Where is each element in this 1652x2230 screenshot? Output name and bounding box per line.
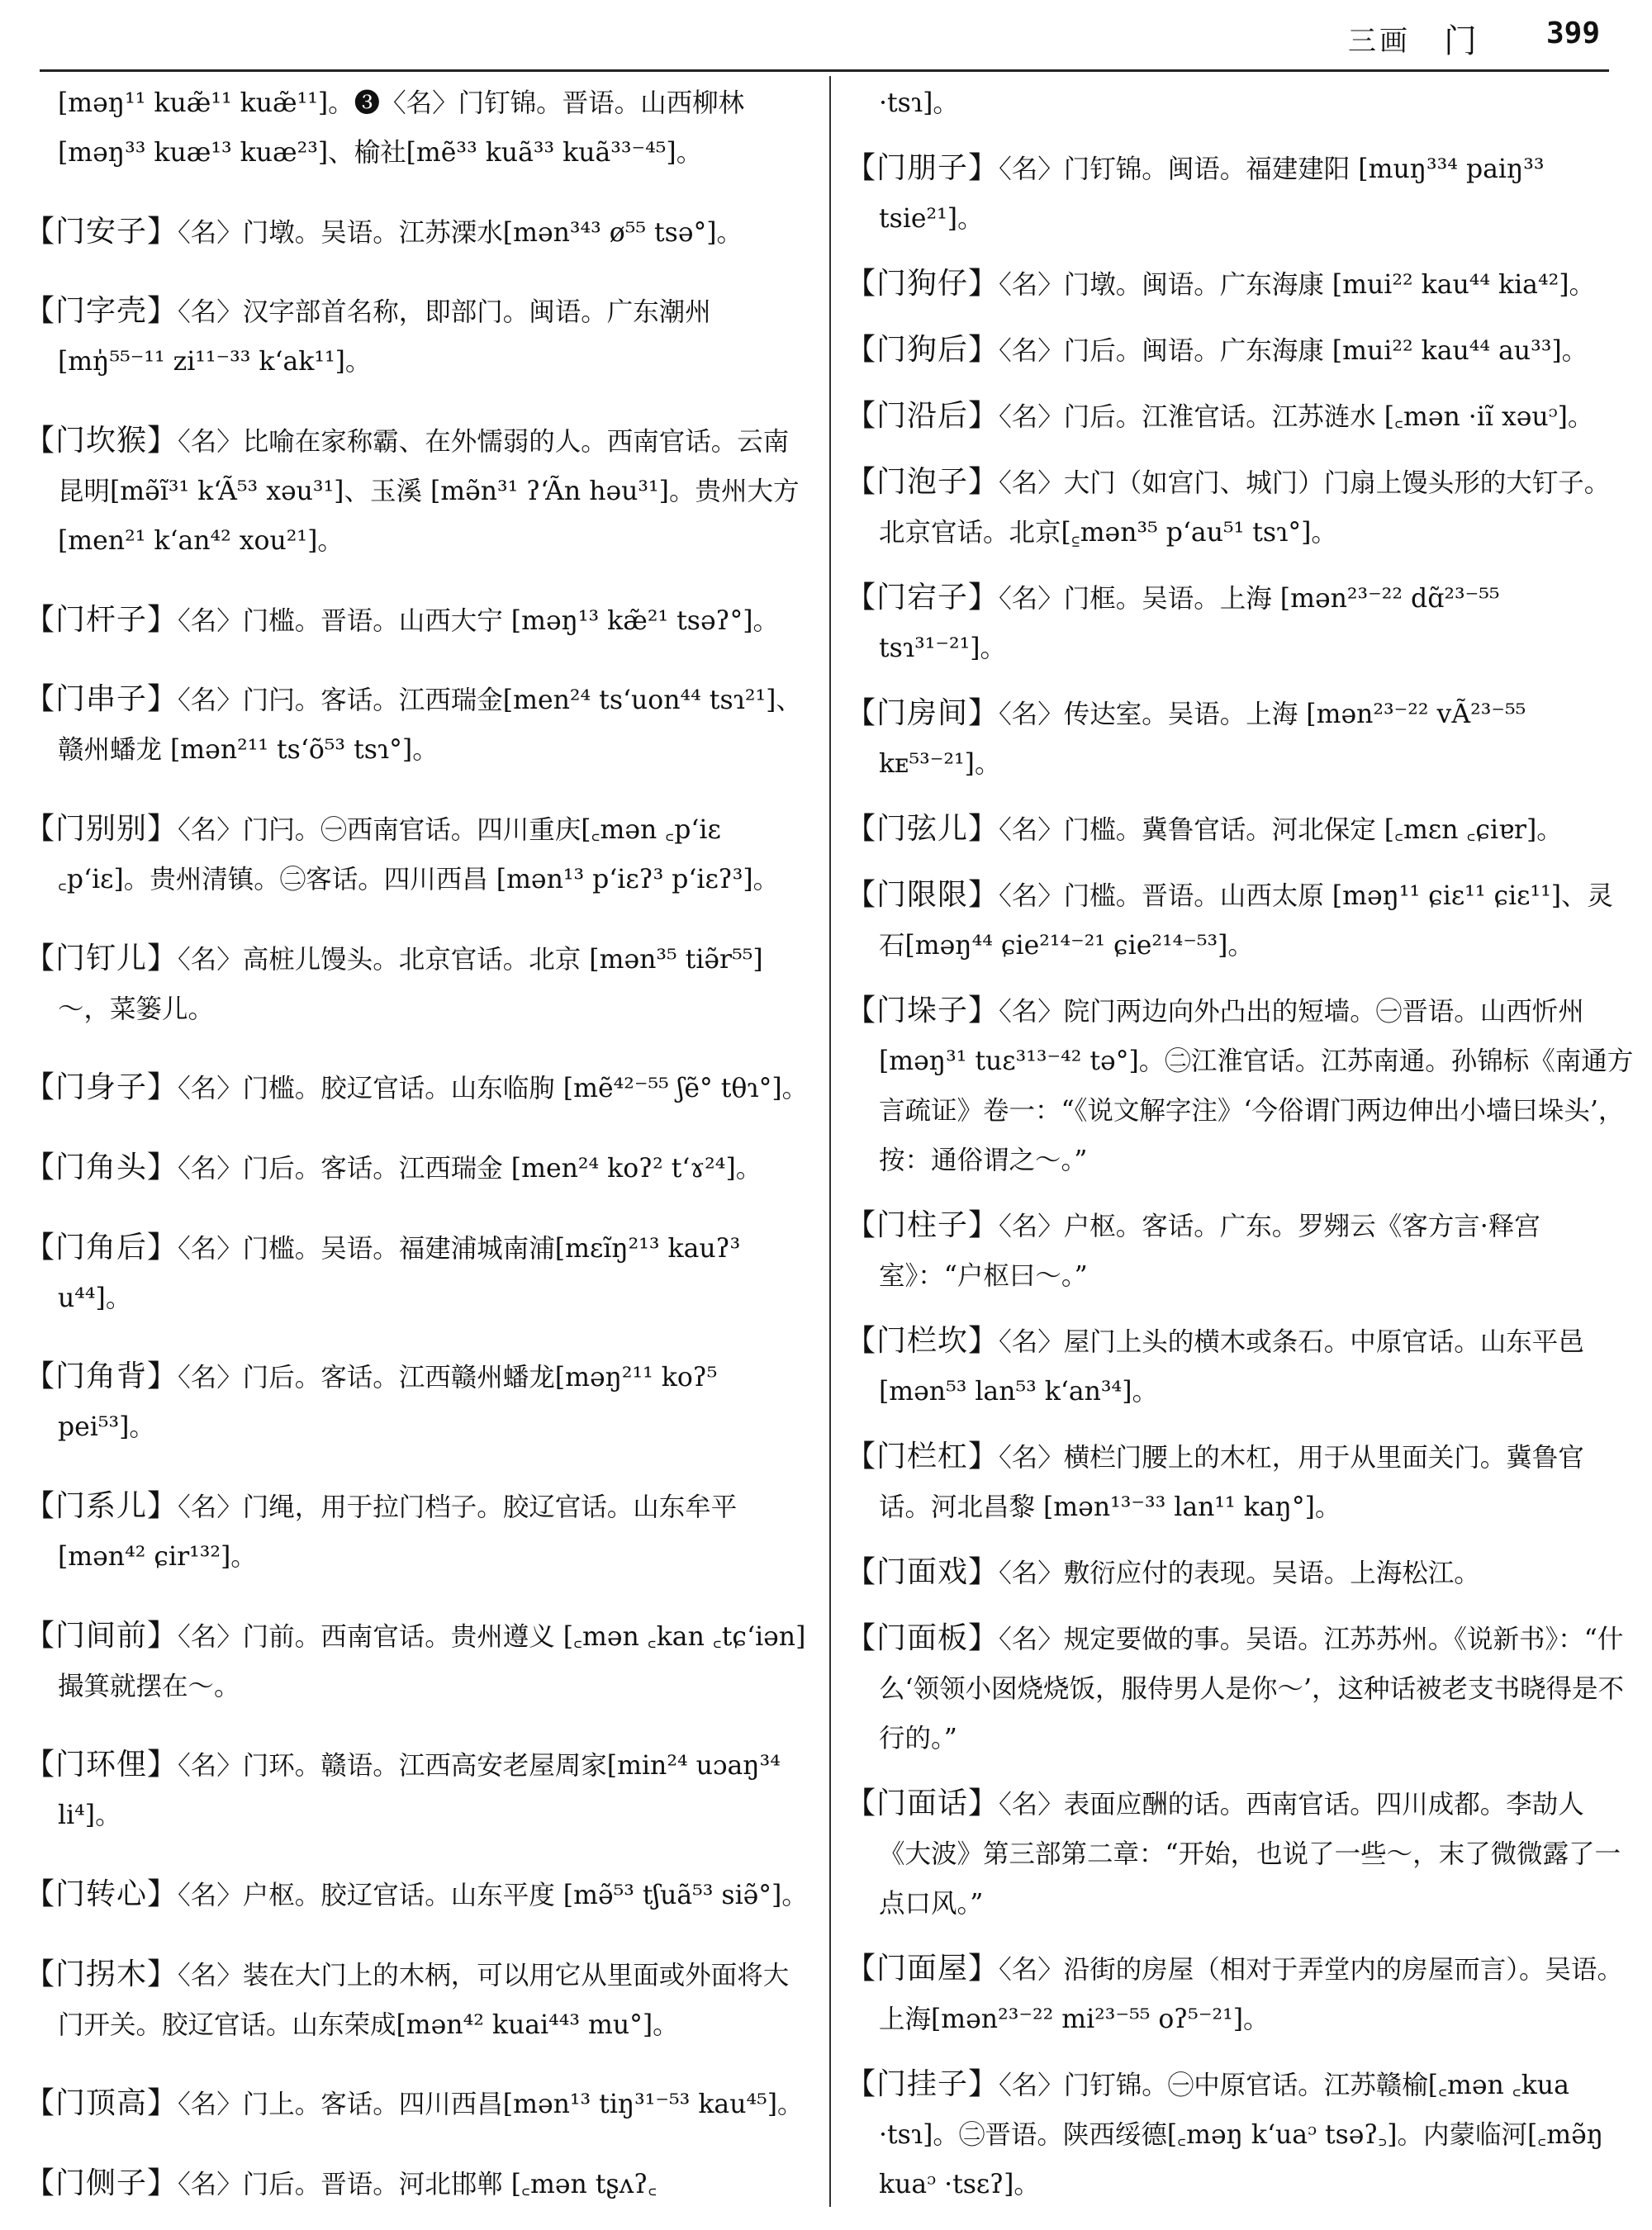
entry-text: 〈名〉门钉锦。㊀中原官话。江苏赣榆[꜀mən ꜀kua ·tsɿ]。㊁晋语。陕西绥德[꜀məŋ kʻuaᵓ tsəʔ꜆]。内蒙临河[꜀mə̃ŋ kuaᵓ ·tsɛʔ]。 <box>879 2071 1604 2199</box>
entry-text: 〈名〉比喻在家称霸、在外懦弱的人。西南官话。云南昆明[mə̃ĩ³¹ kʻÃ⁵³ xəu³¹]、玉溪 [mə̃n³¹ ʔʻÃn həu³¹]。贵州大方[men²¹ kʻan⁴² xou²¹]。 <box>58 426 800 556</box>
entry-text: 〈名〉门环。赣语。江西高安老屋周家[min²⁴ uɔaŋ³⁴ li⁴]。 <box>58 1751 781 1831</box>
entry-headword: 【 门侧子 】 <box>25 2166 178 2200</box>
entry-headword: 【 门系儿 】 <box>25 1489 178 1523</box>
entry-headword: 【 门拐木 】 <box>25 1957 178 1991</box>
section-label: 三画 <box>1348 25 1411 58</box>
entry-text: [məŋ¹¹ kuæ̃¹¹ kuæ̃¹¹]。❸〈名〉门钉锦。晋语。山西柳林[məŋ³³ kuæ¹³ kuæ²³]、榆社[mẽ³³ kuã³³ kuã³³⁻⁴⁵]。 <box>58 88 745 168</box>
entry-text: 〈名〉门框。吴语。上海 [mən²³⁻²² dɑ̃²³⁻⁵⁵ tsɿ³¹⁻²¹]。 <box>879 584 1500 663</box>
entry-text: 〈名〉敷衍应付的表现。吴语。上海松江。 <box>999 1559 1480 1588</box>
dictionary-entry <box>25 78 814 178</box>
dictionary-entry <box>25 595 814 646</box>
entry-text: 〈名〉户枢。胶辽官话。山东平度 [mə̃⁵³ tʃuã⁵³ siə̃°]。 <box>178 1880 808 1910</box>
entry-text: 〈名〉门墩。吴语。江苏溧水[mən³⁴³ ø⁵⁵ tsə°]。 <box>178 217 743 248</box>
entry-text: 〈名〉沿街的房屋（相对于弄堂内的房屋而言）。吴语。上海[mən²³⁻²² mi²³⁻⁵⁵ oʔ⁵⁻²¹]。 <box>879 1955 1624 2034</box>
entry-headword: 【 门角头 】 <box>25 1151 178 1184</box>
index-character: 门 <box>1444 22 1477 60</box>
entry-headword: 【 门串子 】 <box>25 682 178 716</box>
entry-headword: 【 门狗仔 】 <box>846 267 999 301</box>
entry-headword: 【 门面板 】 <box>846 1621 999 1655</box>
entry-headword: 【 门环俚 】 <box>25 1748 178 1782</box>
dictionary-entry <box>846 458 1635 558</box>
entry-headword: 【 门杆子 】 <box>25 603 178 637</box>
dictionary-entry <box>25 2079 814 2129</box>
entry-headword: 【 门别别 】 <box>25 812 178 846</box>
dictionary-entry <box>846 689 1635 789</box>
dictionary-entry <box>846 1944 1635 2044</box>
entry-headword: 【 门间前 】 <box>25 1619 178 1653</box>
entry-headword: 【 门沿后 】 <box>846 399 999 433</box>
dictionary-entry <box>25 416 814 566</box>
entry-headword: 【 门钉儿 】 <box>25 942 178 975</box>
entry-text: 〈名〉门槛。胶辽官话。山东临朐 [mẽ⁴²⁻⁵⁵ ʃẽ° tθɿ°]。 <box>178 1074 809 1104</box>
dictionary-entry <box>25 1870 814 1920</box>
entry-text: 〈名〉门上。客话。四川西昌[mən¹³ tiŋ³¹⁻⁵³ kau⁴⁵]。 <box>178 2090 804 2120</box>
entry-headword: 【 门房间 】 <box>846 696 999 730</box>
entry-headword: 【 门面话 】 <box>846 1786 999 1820</box>
entry-headword: 【 门面戏 】 <box>846 1555 999 1589</box>
entry-text: 〈名〉门槛。吴语。福建浦城南浦[mɛĩŋ²¹³ kauʔ³ u⁴⁴]。 <box>58 1233 741 1313</box>
page-header <box>0 0 1652 68</box>
page-number: 399 <box>1546 17 1601 50</box>
entry-text: 〈名〉门钉锦。闽语。福建建阳 [muŋ³³⁴ paiŋ³³ tsie²¹]。 <box>879 154 1545 234</box>
entry-headword: 【 门字壳 】 <box>25 294 178 328</box>
dictionary-entry <box>25 1740 814 1840</box>
dictionary-entry <box>846 325 1635 376</box>
entry-text: 〈名〉户枢。客话。广东。罗翙云《客方言·释宫室》：“户枢曰～。” <box>879 1212 1540 1291</box>
dictionary-entry <box>846 2060 1635 2209</box>
dictionary-entry <box>25 675 814 775</box>
entry-headword: 【 门面屋 】 <box>846 1952 999 1986</box>
entry-headword: 【 门柱子 】 <box>846 1208 999 1242</box>
entry-text: 〈名〉门闩。㊀西南官话。四川重庆[꜀mən ꜀pʻiɛ ꜀pʻiɛ]。贵州清镇。㊁客话。四川西昌 [mən¹³ pʻiɛʔ³ pʻiɛʔ³]。 <box>58 814 780 894</box>
entry-headword: 【 门宕子 】 <box>846 581 999 614</box>
entry-headword: 【 门角背 】 <box>25 1359 178 1393</box>
entry-text: 〈名〉屋门上头的横木或条石。中原官话。山东平邑 [mən⁵³ lan⁵³ kʻan³⁴]。 <box>879 1327 1584 1407</box>
dictionary-entry <box>846 1432 1635 1532</box>
entry-headword: 【 门狗后 】 <box>846 333 999 367</box>
dictionary-entry <box>846 1614 1635 1763</box>
entry-headword: 【 门泡子 】 <box>846 465 999 499</box>
entry-text: 〈名〉门后。客话。江西瑞金 [men²⁴ koʔ² tʻɤ²⁴]。 <box>178 1153 762 1184</box>
entry-headword: 【 门身子 】 <box>25 1070 178 1104</box>
entry-headword: 【 门转心 】 <box>25 1877 178 1911</box>
entry-text: 〈名〉门绳，用于拉门档子。胶辽官话。山东牟平 [mən⁴² ɕir¹³²]。 <box>58 1492 738 1572</box>
entry-text: 〈名〉高桩儿馒头。北京官话。北京 [mən³⁵ tiə̃r⁵⁵]～，菜篓儿。 <box>58 944 763 1024</box>
entry-text: 〈名〉门墩。闽语。广东海康 [mui²² kau⁴⁴ kia⁴²]。 <box>999 270 1596 300</box>
entry-text: 〈名〉装在大门上的木柄，可以用它从里面或外面将大门开关。胶辽官话。山东荣成[mən⁴² kuai⁴⁴³ mu°]。 <box>58 1960 790 2040</box>
dictionary-entry <box>25 1950 814 2050</box>
entry-headword: 【 门栏坎 】 <box>846 1324 999 1358</box>
dictionary-entry <box>25 1611 814 1711</box>
entry-headword: 【 门角后 】 <box>25 1231 178 1264</box>
dictionary-entry <box>846 573 1635 673</box>
entry-text: 〈名〉横栏门腰上的木杠，用于从里面关门。冀鲁官话。河北昌黎 [mən¹³⁻³³ lan¹¹ kaŋ°]。 <box>879 1443 1584 1522</box>
entry-text: 〈名〉门槛。冀鲁官话。河北保定 [꜀mɛn ꜀ɕiɐr]。 <box>999 815 1563 845</box>
dictionary-entry <box>25 207 814 258</box>
entry-headword: 【 门顶高 】 <box>25 2086 178 2120</box>
dictionary-entry <box>846 1317 1635 1416</box>
entry-headword: 【 门弦儿 】 <box>846 812 999 846</box>
dictionary-entry <box>25 934 814 1034</box>
dictionary-entry <box>25 1352 814 1452</box>
dictionary-entry <box>846 78 1635 128</box>
entry-headword: 【 门朋子 】 <box>846 151 999 185</box>
entry-text: 〈名〉汉字部首名称，即部门。闽语。广东潮州[mŋ̍⁵⁵⁻¹¹ zi¹¹⁻³³ kʻak¹¹]。 <box>58 297 711 377</box>
entry-text: 〈名〉传达室。吴语。上海 [mən²³⁻²² vÃ²³⁻⁵⁵ kᴇ⁵³⁻²¹]。 <box>879 700 1526 779</box>
entry-text: 〈名〉门槛。晋语。山西太原 [məŋ¹¹ ɕiɛ¹¹ ɕiɛ¹¹]、灵石[məŋ⁴⁴ ɕie²¹⁴⁻²¹ ɕie²¹⁴⁻⁵³]。 <box>879 881 1614 961</box>
dictionary-entry <box>846 1779 1635 1929</box>
entry-text: 〈名〉门闩。客话。江西瑞金[men²⁴ tsʻuon⁴⁴ tsɿ²¹]、赣州蟠龙 [mən²¹¹ tsʻõ⁵³ tsɿ°]。 <box>58 686 802 766</box>
dictionary-entry <box>846 144 1635 244</box>
dictionary-entry <box>846 259 1635 310</box>
entry-headword: 【 门限限 】 <box>846 878 999 912</box>
right-column <box>846 78 1635 2209</box>
dictionary-entry <box>25 804 814 904</box>
header-rule <box>40 69 1609 72</box>
entry-headword: 【 门挂子 】 <box>846 2067 999 2101</box>
entry-text: 〈名〉规定要做的事。吴语。江苏苏州。《说新书》：“什么‘领领小囡烧烧饭，服侍男人是你～’，这种话被老支书晓得是不行的。” <box>879 1625 1625 1753</box>
dictionary-entry <box>25 2159 814 2209</box>
left-column <box>25 78 814 2209</box>
dictionary-entry <box>846 391 1635 442</box>
entry-text: 〈名〉门后。江淮官话。江苏涟水 [꜀mən ·iĩ xəuᵓ]。 <box>999 402 1594 432</box>
dictionary-entry <box>846 986 1635 1185</box>
entry-headword: 【 门坎猴 】 <box>25 424 178 458</box>
dictionary-entry <box>25 287 814 387</box>
dictionary-entry <box>846 1201 1635 1301</box>
entry-text: 〈名〉门后。客话。江西赣州蟠龙[məŋ²¹¹ koʔ⁵ pei⁵³]。 <box>58 1363 718 1443</box>
dictionary-entry <box>846 1548 1635 1598</box>
dictionary-entry <box>25 1063 814 1113</box>
entry-text: ·tsɿ]。 <box>879 88 959 118</box>
entry-text: 〈名〉门后。闽语。广东海康 [mui²² kau⁴⁴ au³³]。 <box>999 336 1588 366</box>
entry-text: 〈名〉表面应酬的话。西南官话。四川成都。李劼人《大波》第三部第二章：“开始，也说了一些～，末了微微露了一点口风。” <box>879 1790 1621 1919</box>
entry-text: 〈名〉门槛。晋语。山西大宁 [məŋ¹³ kæ̃²¹ tsəʔ°]。 <box>178 605 780 636</box>
dictionary-entry <box>846 804 1635 855</box>
dictionary-entry <box>846 871 1635 970</box>
entry-headword: 【 门垛子 】 <box>846 994 999 1027</box>
column-divider <box>829 76 831 2207</box>
entry-headword: 【 门安子 】 <box>25 215 178 249</box>
entry-text: 〈名〉大门（如宫门、城门）门扇上馒头形的大钉子。北京官话。北京[꜁mən³⁵ pʻau⁵¹ tsɿ°]。 <box>879 468 1611 548</box>
entry-text: 〈名〉门后。晋语。河北邯郸 [꜀mən tʂʌʔ꜀ <box>178 2169 657 2199</box>
entry-headword: 【 门栏杠 】 <box>846 1440 999 1473</box>
dictionary-entry <box>25 1143 814 1193</box>
entry-text: 〈名〉院门两边向外凸出的短墙。㊀晋语。山西忻州[məŋ³¹ tuɛ³¹³⁻⁴² tə°]。㊁江淮官话。江苏南通。孙锦标《南通方言疏证》卷一：“《说文解字注》‘今俗谓门两边伸出小墙曰垛头’，按：通俗谓之～。” <box>879 997 1634 1175</box>
dictionary-entry <box>25 1223 814 1323</box>
dictionary-entry <box>25 1482 814 1582</box>
entry-text: 〈名〉门前。西南官话。贵州遵义 [꜀mən ꜀kan ꜀tɕʻiən]撮箕就摆在～。 <box>58 1621 806 1701</box>
